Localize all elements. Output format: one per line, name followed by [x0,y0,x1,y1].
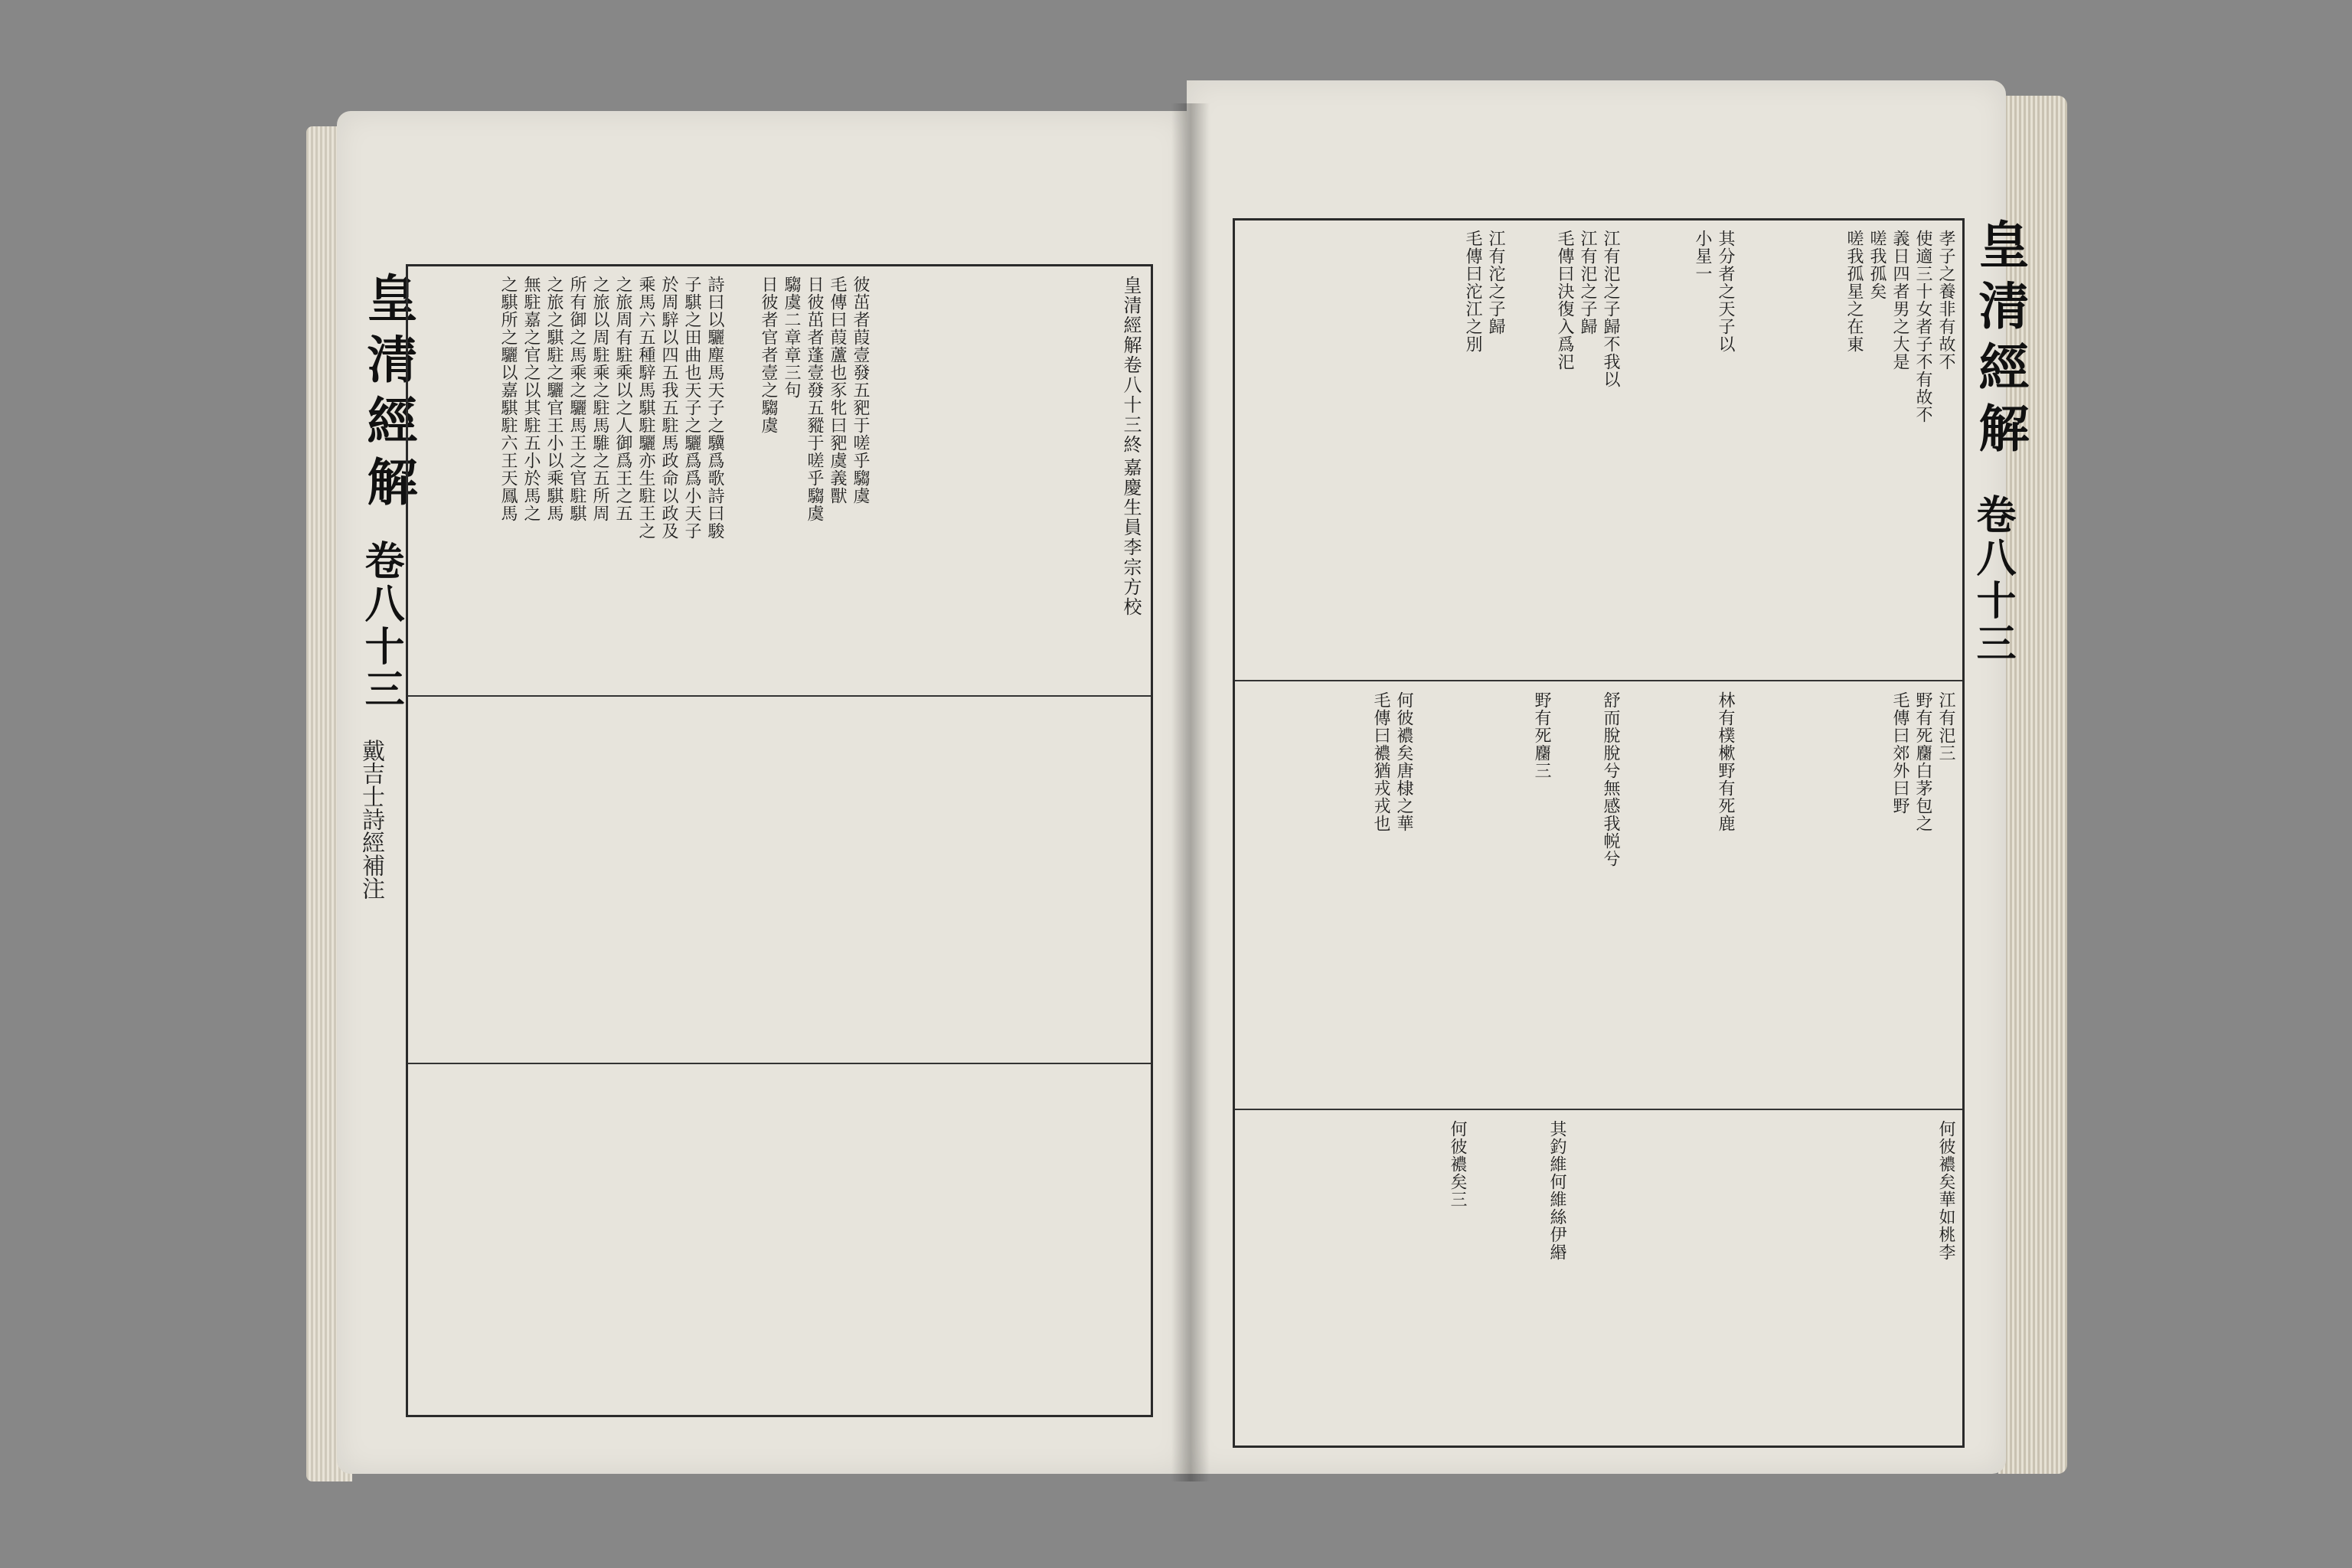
text-column: 之旅之騏駐之驪官王小以乘騏馬 [544,276,564,522]
left-author-note: 戴吉士詩經補注 [358,739,384,900]
left-margin-title: 皇清經解 [358,272,418,517]
right-text-frame [1233,218,1965,1448]
text-column: 所有御之馬乘之驪馬王之官駐騏 [567,276,586,522]
text-column: 毛傳曰襛猶戎戎也 [1371,691,1390,832]
text-column: 之騏所之驪以嘉騏駐六王天鳳馬 [498,276,518,522]
text-column: 毛傳曰郊外曰野 [1890,691,1909,815]
text-column: 子騏之田曲也天子之驪爲爲小天子 [682,276,701,540]
text-column: 江有汜之子歸 [1578,230,1597,335]
right-page [1187,80,2030,1474]
text-column: 乘馬六五種騂馬騏駐驪亦生駐王之 [636,276,655,540]
text-column: 江有汜三 [1936,691,1955,762]
left-page [337,111,1187,1474]
text-column: 何彼襛矣華如桃李 [1936,1120,1955,1261]
right-rule-1 [1235,680,1962,681]
text-column: 義日四者男之大是 [1890,230,1909,371]
text-column: 之旅以周駐乘之駐馬騅之五所周 [590,276,609,522]
text-column: 彼茁者葭壹發五豝于嗟乎騶虞 [851,276,870,505]
text-column: 林有樸樕野有死鹿 [1716,691,1735,832]
right-margin-volume: 卷八十三 [1969,494,2016,665]
left-margin-volume: 卷八十三 [358,540,404,711]
text-column: 日彼者官者壹之騶虞 [759,276,778,434]
text-column: 嗟我孤矣 [1867,230,1886,300]
text-column: 野有死麕三 [1532,691,1551,779]
text-column: 其分者之天子以 [1716,230,1735,353]
text-column: 毛傳曰決復入爲汜 [1555,230,1574,371]
text-column: 孝子之養非有故不 [1936,230,1955,371]
text-column: 何彼襛矣三 [1448,1120,1467,1208]
text-column: 嗟我孤星之在東 [1844,230,1864,353]
text-column: 舒而脫脫兮無感我帨兮 [1601,691,1620,867]
text-column: 詩曰以驪塵馬天子之驥爲歌詩曰駿 [705,276,724,540]
open-book [306,73,2067,1485]
text-column: 何彼襛矣唐棣之華 [1394,691,1413,832]
text-column: 日彼茁者蓬壹發五豵于嗟乎騶虞 [805,276,824,522]
text-column: 小星一 [1693,230,1712,283]
text-column: 江有沱之子歸 [1486,230,1505,335]
text-column: 騶虞二章章三句 [782,276,801,399]
text-column: 使適三十女者子不有故不 [1913,230,1932,423]
right-rule-2 [1235,1109,1962,1110]
text-column: 其釣維何維絲伊緡 [1547,1120,1566,1261]
text-column: 毛傳曰葭蘆也豕牝曰豝虞義獸 [828,276,847,505]
left-rule-2 [408,1063,1151,1064]
left-rule-1 [408,695,1151,697]
colophon-proofreader: 嘉慶生員李宗方校 [1120,458,1142,617]
left-text-frame [406,264,1153,1417]
text-column: 於周騂以四五我五駐馬政命以政及 [659,276,678,540]
colophon-end: 皇清經解卷八十三終 [1120,276,1142,455]
text-column: 江有汜之子歸不我以 [1601,230,1620,388]
text-column: 毛傳曰沱江之別 [1463,230,1482,353]
text-column: 之旅周有駐乘以之人御爲王之五 [613,276,632,522]
text-column: 野有死麕白茅包之 [1913,691,1932,832]
right-margin-title: 皇清經解 [1970,218,2030,463]
text-column: 無駐嘉之官之以其駐五小於馬之 [521,276,541,522]
book-gutter [1171,103,1210,1481]
